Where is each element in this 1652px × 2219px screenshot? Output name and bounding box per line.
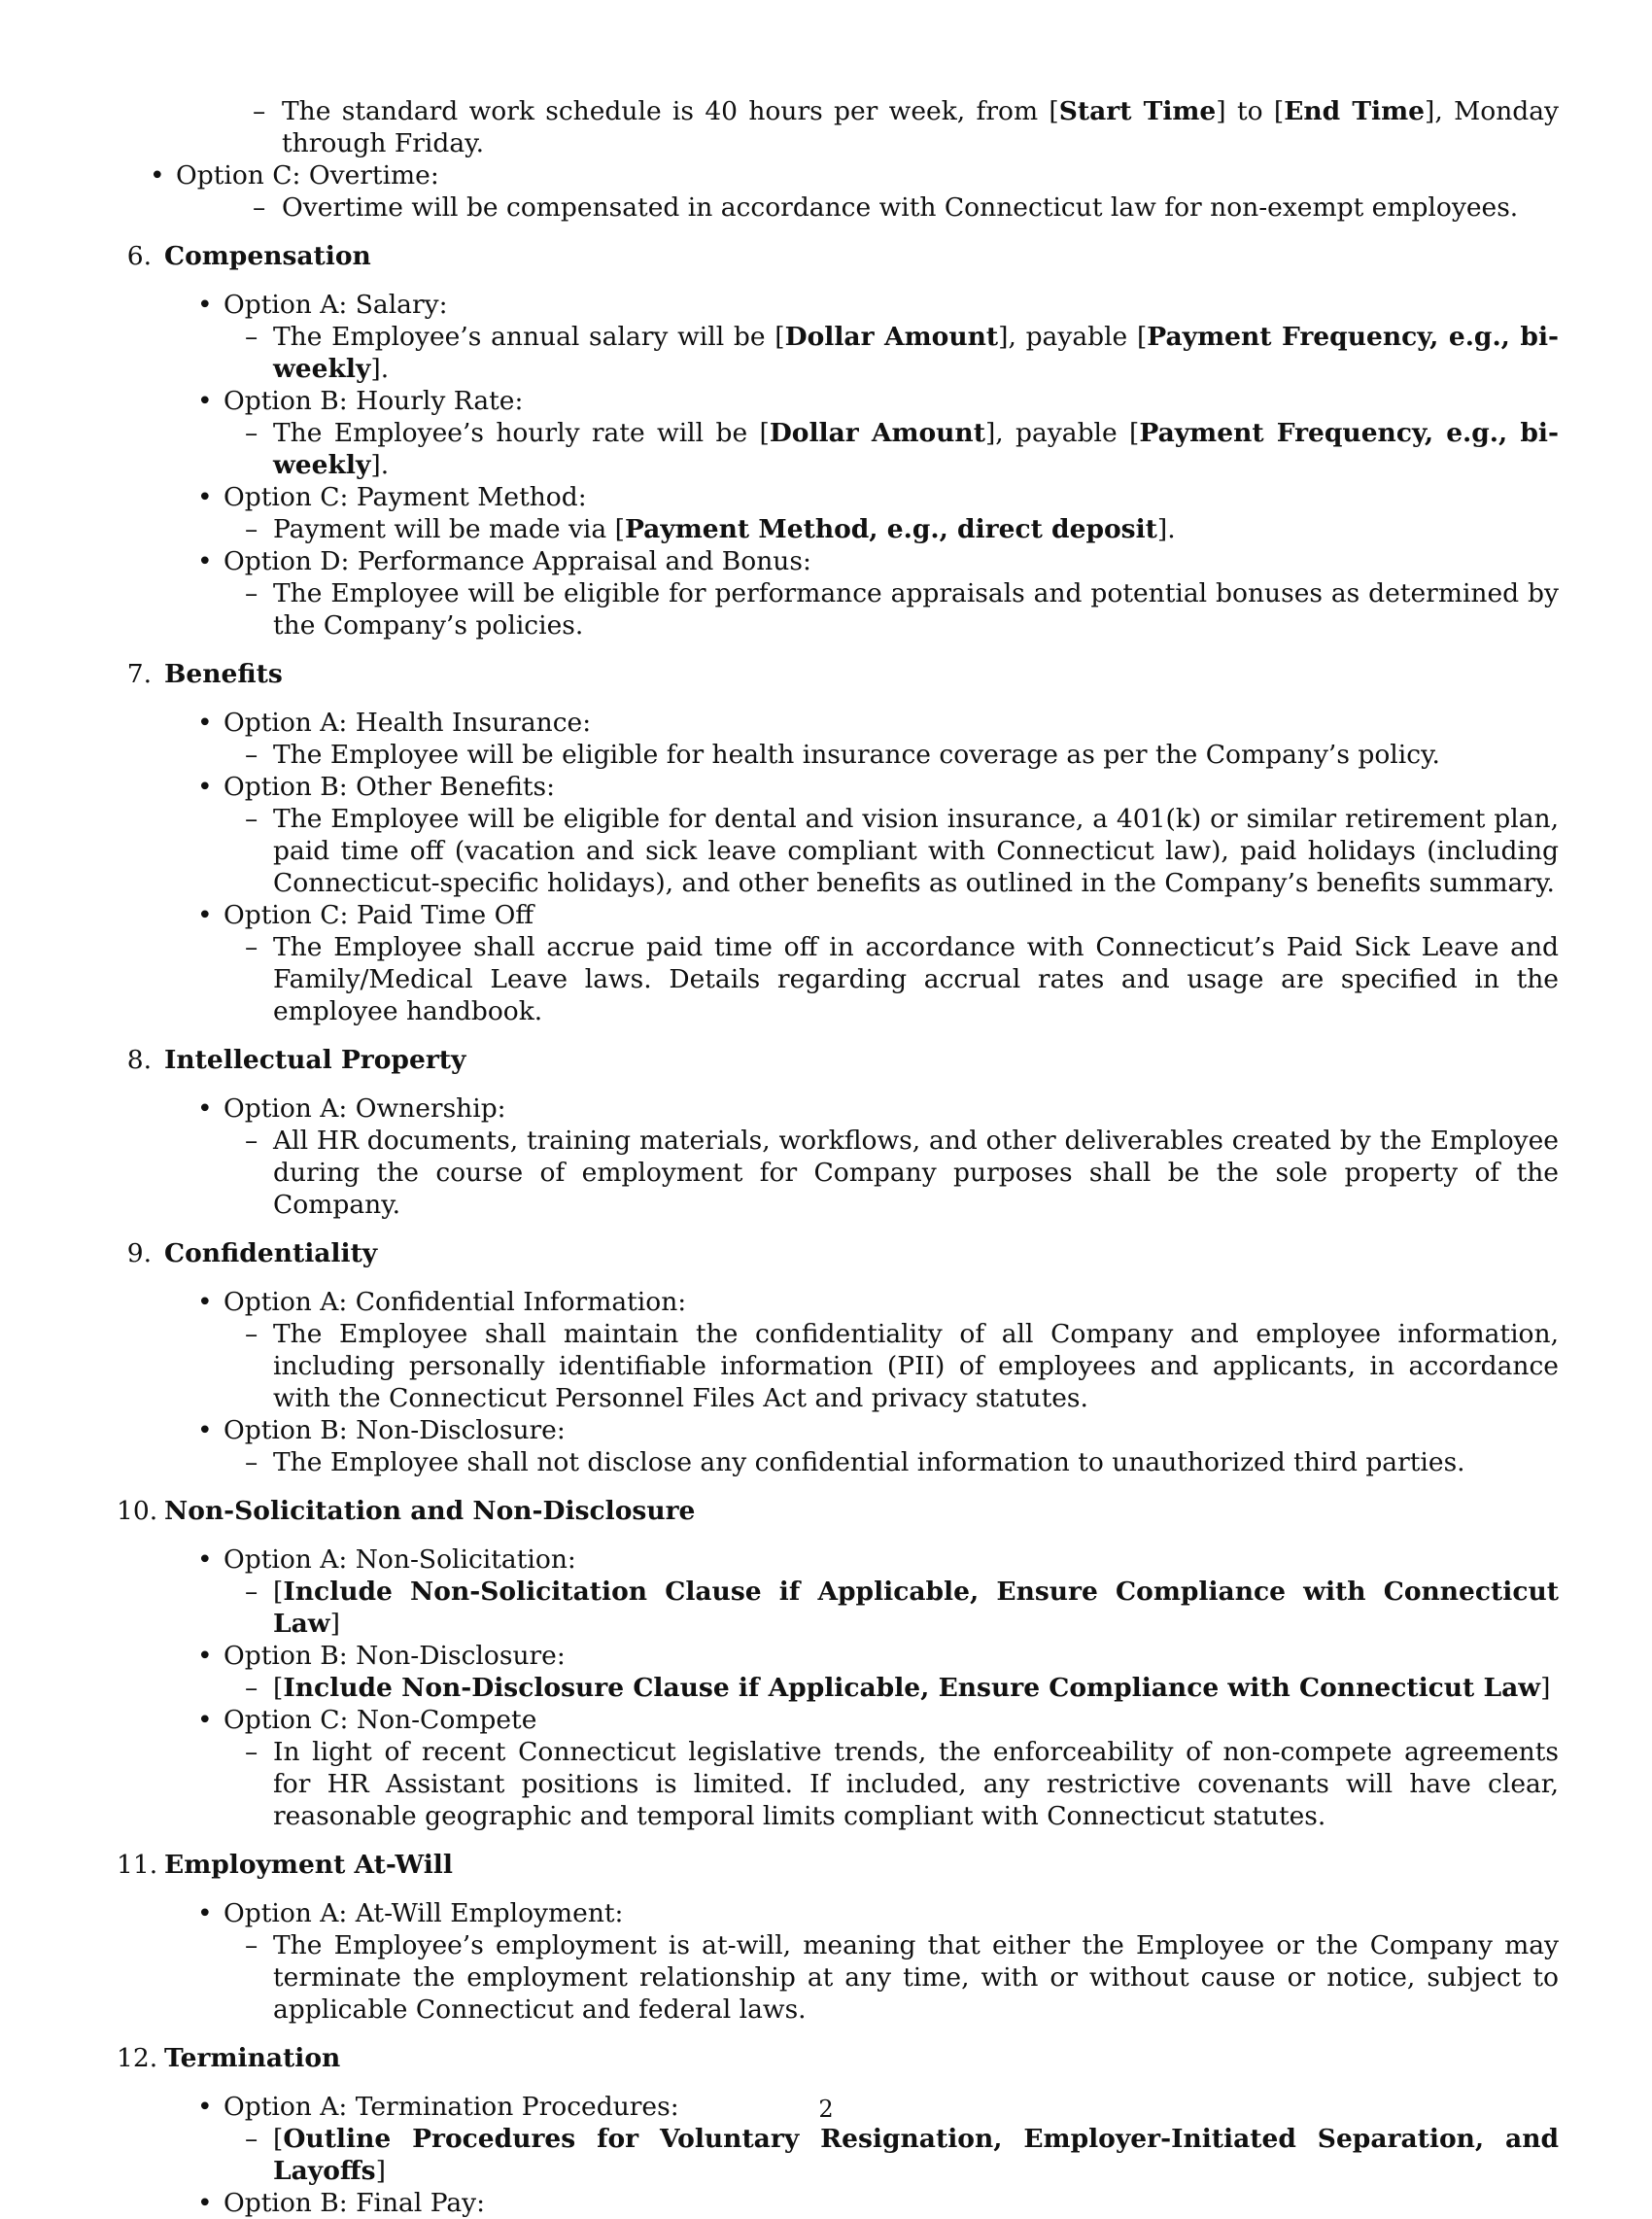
option-label: Option A: Health Insurance: [224, 708, 592, 738]
sub-clause [164, 2123, 1559, 2187]
dash-marker: – [245, 2124, 258, 2154]
option-list [164, 1286, 1559, 1478]
option-item [164, 1897, 1559, 2026]
option-item [164, 1414, 1559, 1478]
text-run: The Employee will be eligible for performance appraisals and potential bonuses as determined by the Company’s policies. [273, 578, 1559, 641]
clause-text [273, 1672, 1559, 1704]
text-run: ], payable [ [984, 418, 1140, 448]
dash-marker: – [253, 96, 266, 126]
sub-clause [164, 417, 1559, 481]
section-title: Benefits [164, 659, 283, 689]
option-label: Option B: Final Pay: [224, 2188, 486, 2218]
clause-text [273, 1576, 1559, 1640]
text-run: The Employee shall accrue paid time off in accordance with Connecticut’s Paid Sick Leave and Family/Medical Leave laws. Details regarding accrual rates and usage are specified in the employee handbook. [273, 932, 1559, 1026]
clause-text [273, 1125, 1559, 1221]
bullet-marker: • [197, 1093, 213, 1124]
option-list [164, 1897, 1559, 2026]
option-label: Option B: Non-Disclosure: [224, 1415, 566, 1445]
section-title: Intellectual Property [164, 1045, 466, 1075]
clause-text [273, 2123, 1559, 2187]
option-list [164, 707, 1559, 1027]
text-run: The Employee shall maintain the confidentiality of all Company and employee information, including personally identifiable information (PII) of employees and applicants, in accordance with the Connecticut Personnel Files Act and privacy statutes. [273, 1319, 1559, 1413]
sub-clause [164, 803, 1559, 899]
sub-clause [164, 1446, 1559, 1478]
section-title: Non-Solicitation and Non-Disclosure [164, 1496, 696, 1526]
option-label: Option A: Termination Procedures: [224, 2092, 679, 2122]
text-run: The Employee’s hourly rate will be [ [273, 418, 770, 448]
section-8 [117, 1044, 1559, 1221]
sub-clause [117, 95, 1559, 159]
clause-text [282, 95, 1559, 159]
placeholder-field: Dollar Amount [769, 418, 985, 448]
clause-text [273, 321, 1559, 385]
text-run: ] [1540, 1673, 1551, 1703]
placeholder-field: Payment Method, e.g., direct deposit [624, 514, 1157, 544]
placeholder-field: Payment Frequency, e.g., bi-weekly [273, 418, 1559, 480]
bullet-marker: • [197, 708, 213, 738]
text-run: ]. [370, 354, 390, 384]
option-list [164, 289, 1559, 641]
section-number: 9. [126, 1238, 152, 1268]
text-run: [ [273, 1577, 284, 1607]
text-run: The Employee’s annual salary will be [ [273, 322, 785, 352]
placeholder-field: Outline Procedures for Voluntary Resignation, Employer-Initiated Separation, and Layoffs [273, 2124, 1559, 2186]
section-number: 11. [117, 1850, 158, 1880]
text-run: The Employee will be eligible for dental and vision insurance, a 401(k) or similar retirement plan, paid time off (vacation and sick leave compliant with Connecticut law), paid holidays (including Connecticut-specific holidays), and other benefits as outlined in the Company’s benefits summary. [273, 804, 1559, 898]
dash-marker: – [245, 1737, 258, 1767]
section-11 [117, 1849, 1559, 2026]
dash-marker: – [245, 1577, 258, 1607]
clause-text [273, 417, 1559, 481]
option-item [164, 289, 1559, 385]
continued-section [117, 95, 1559, 224]
document-body [117, 95, 1559, 2219]
option-label: Option B: Hourly Rate: [224, 386, 524, 416]
placeholder-field: Include Non-Solicitation Clause if Applicable, Ensure Compliance with Connecticut Law [273, 1577, 1559, 1639]
option-item [164, 545, 1559, 641]
bullet-marker: • [197, 290, 213, 320]
option-label: Option A: Ownership: [224, 1093, 506, 1124]
option-item [164, 481, 1559, 545]
option-item [117, 159, 1559, 191]
bullet-marker: • [197, 900, 213, 930]
text-run: ] [375, 2156, 386, 2186]
sub-clause [164, 513, 1559, 545]
sub-clause [164, 1125, 1559, 1221]
option-label: Option A: Salary: [224, 290, 448, 320]
clause-text [273, 577, 1559, 641]
sub-clause [164, 739, 1559, 771]
bullet-marker: • [197, 1415, 213, 1445]
section-number: 12. [117, 2043, 158, 2073]
clause-text [273, 803, 1559, 899]
option-label: Option A: Confidential Information: [224, 1287, 687, 1317]
dash-marker: – [245, 578, 258, 608]
sub-clause [164, 321, 1559, 385]
bullet-marker: • [197, 1287, 213, 1317]
dash-marker: – [245, 1930, 258, 1960]
text-run: Payment will be made via [ [273, 514, 625, 544]
text-run: The Employee will be eligible for health insurance coverage as per the Company’s policy. [273, 740, 1440, 770]
placeholder-field: Payment Frequency, e.g., bi-weekly [273, 322, 1560, 384]
sub-clause [117, 191, 1559, 224]
bullet-marker: • [197, 1898, 213, 1928]
bullet-marker: • [197, 1544, 213, 1575]
text-run: Overtime will be compensated in accordance with Connecticut law for non-exempt employees. [282, 192, 1519, 223]
sub-clause [164, 1576, 1559, 1640]
dash-marker: – [245, 1673, 258, 1703]
option-list [164, 1092, 1559, 1221]
bullet-marker: • [197, 546, 213, 576]
text-run: [ [273, 1673, 284, 1703]
sub-clause [164, 931, 1559, 1027]
option-list [164, 1543, 1559, 1832]
text-run: [ [273, 2124, 284, 2154]
bullet-marker: • [197, 1705, 213, 1735]
text-run: ] to [ [1216, 96, 1285, 126]
section-number: 7. [126, 659, 152, 689]
clause-text [273, 1446, 1559, 1478]
section-9 [117, 1237, 1559, 1478]
text-run: ]. [370, 450, 390, 480]
option-item [164, 1704, 1559, 1832]
bullet-marker: • [197, 772, 213, 802]
option-item [164, 1092, 1559, 1221]
section-title: Confidentiality [164, 1238, 378, 1268]
clause-text [273, 1318, 1559, 1414]
bullet-marker: • [150, 160, 165, 191]
text-run: ], payable [ [998, 322, 1148, 352]
section-number: 8. [126, 1045, 152, 1075]
option-label: Option C: Non-Compete [224, 1705, 537, 1735]
option-item [164, 1640, 1559, 1704]
text-run: The Employee shall not disclose any confidential information to unauthorized third parties. [273, 1447, 1465, 1477]
sub-clause [164, 577, 1559, 641]
section-number: 6. [126, 241, 152, 271]
dash-marker: – [245, 1126, 258, 1156]
text-run: The Employee’s employment is at-will, meaning that either the Employee or the Company may terminate the employment relationship at any time, with or without cause or notice, subject to applicable Connecticut and federal laws. [273, 1930, 1559, 2025]
text-run: All HR documents, training materials, workflows, and other deliverables created by the Employee during the course of employment for Company purposes shall be the sole property of the Company. [273, 1126, 1559, 1220]
placeholder-field: End Time [1284, 96, 1426, 126]
text-run: ] [329, 1609, 340, 1639]
text-run: ], Monday through Friday. [282, 96, 1559, 158]
dash-marker: – [245, 514, 258, 544]
option-item [164, 2187, 1559, 2219]
dash-marker: – [245, 1319, 258, 1349]
option-label: Option C: Paid Time Off [224, 900, 534, 930]
bullet-marker: • [197, 482, 213, 512]
section-10 [117, 1495, 1559, 1832]
bullet-marker: • [197, 2092, 213, 2122]
text-run: The standard work schedule is 40 hours per week, from [ [282, 96, 1059, 126]
placeholder-field: Include Non-Disclosure Clause if Applicable, Ensure Compliance with Connecticut Law [283, 1673, 1541, 1703]
page-number: 2 [818, 2096, 834, 2123]
dash-marker: – [245, 804, 258, 834]
text-run: In light of recent Connecticut legislative trends, the enforceability of non-compete agreements for HR Assistant positions is limited. If included, any restrictive covenants will have clear, reasonable geographic and temporal limits compliant with Connecticut statutes. [273, 1737, 1559, 1831]
clause-text [273, 931, 1559, 1027]
dash-marker: – [245, 740, 258, 770]
section-title: Compensation [164, 241, 371, 271]
option-label: Option A: At-Will Employment: [224, 1898, 624, 1928]
clause-text [273, 739, 1559, 771]
sub-clause [164, 1318, 1559, 1414]
dash-marker: – [245, 322, 258, 352]
clause-text [282, 191, 1559, 224]
option-label: Option B: Other Benefits: [224, 772, 556, 802]
placeholder-field: Dollar Amount [784, 322, 999, 352]
section-6 [117, 240, 1559, 641]
sub-clause [164, 1929, 1559, 2026]
section-title: Employment At-Will [164, 1850, 453, 1880]
section-number: 10. [117, 1496, 158, 1526]
section-title: Termination [164, 2043, 341, 2073]
option-item [164, 1543, 1559, 1640]
option-label: Option C: Payment Method: [224, 482, 587, 512]
bullet-marker: • [197, 1641, 213, 1671]
bullet-marker: • [197, 2188, 213, 2218]
dash-marker: – [245, 932, 258, 962]
section-7 [117, 658, 1559, 1027]
dash-marker: – [245, 418, 258, 448]
text-run: ]. [1156, 514, 1176, 544]
clause-text [273, 513, 1559, 545]
dash-marker: – [245, 1447, 258, 1477]
numbered-sections [117, 240, 1559, 2219]
option-label: Option D: Performance Appraisal and Bonus: [224, 546, 811, 576]
option-label: Option A: Non-Solicitation: [224, 1544, 576, 1575]
option-item [164, 385, 1559, 481]
option-item [164, 899, 1559, 1027]
option-item [164, 771, 1559, 899]
sub-clause [164, 1736, 1559, 1832]
dash-marker: – [253, 192, 266, 223]
option-item [164, 1286, 1559, 1414]
clause-text [273, 1929, 1559, 2026]
sub-clause [164, 1672, 1559, 1704]
option-item [164, 707, 1559, 771]
bullet-marker: • [197, 386, 213, 416]
clause-text [273, 1736, 1559, 1832]
placeholder-field: Start Time [1058, 96, 1217, 126]
option-label: Option B: Non-Disclosure: [224, 1641, 566, 1671]
section-12 [117, 2042, 1559, 2219]
option-label: Option C: Overtime: [176, 160, 439, 191]
